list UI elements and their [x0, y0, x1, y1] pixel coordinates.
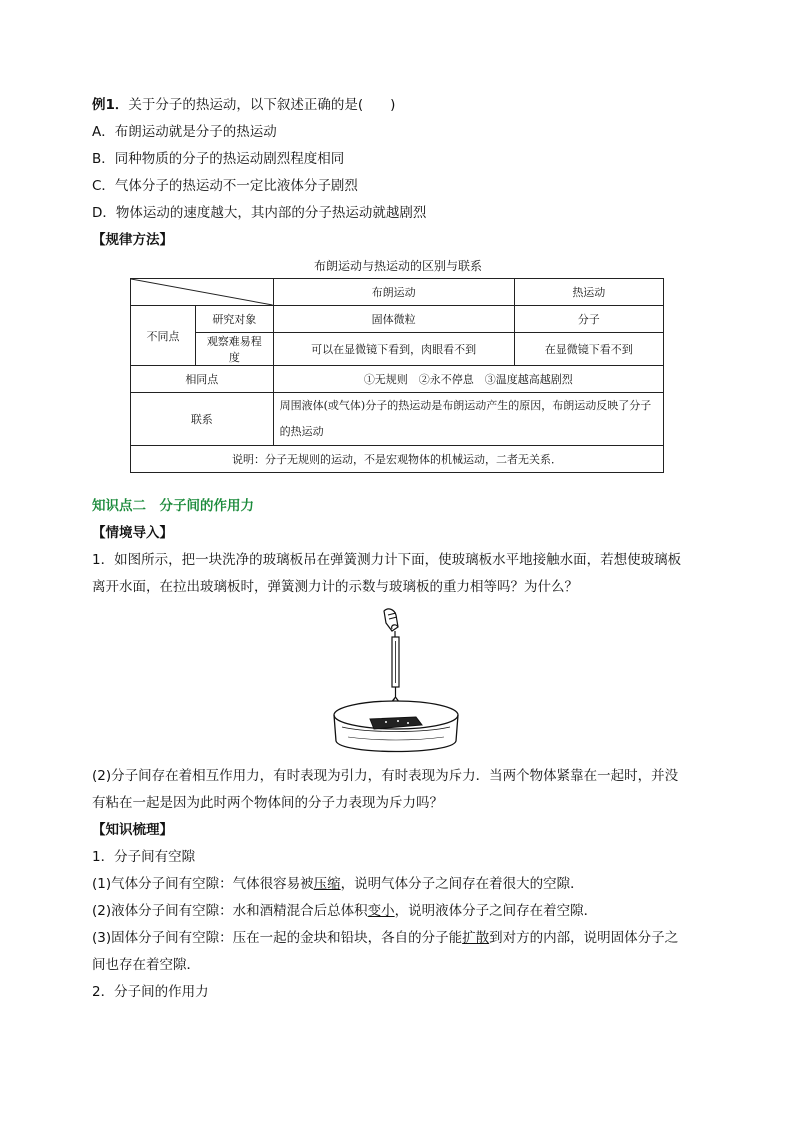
question2-line2: 有粘在一起是因为此时两个物体间的分子力表现为斥力吗？	[92, 795, 443, 811]
method-heading: 【规律方法】	[92, 232, 173, 248]
row-object-label: 研究对象	[196, 306, 274, 333]
option-c: C．气体分子的热运动不一定比液体分子剧烈	[92, 178, 358, 194]
k2-title: 2．分子间的作用力	[92, 984, 209, 1000]
k1-solid-line2: 间也存在着空隙．	[92, 957, 200, 973]
k1-liquid	[92, 898, 704, 925]
k1-gas-keyword: 压缩	[313, 876, 341, 892]
row-observe-brown: 可以在显微镜下看到，肉眼看不到	[273, 333, 514, 366]
question1-line2: 离开水面，在拉出玻璃板时，弹簧测力计的示数与玻璃板的重力相等吗？为什么？	[92, 579, 578, 595]
example-label: 例1．	[92, 97, 129, 113]
page-content	[92, 92, 704, 1006]
k1-solid-pre: (3)固体分子间有空隙：压在一起的金块和铅块，各自的分子能	[92, 930, 463, 946]
intro-heading: 【情境导入】	[92, 525, 173, 541]
spring-scale-illustration	[318, 605, 478, 755]
link-value: 周围液体(或气体)分子的热运动是布朗运动产生的原因，布朗运动反映了分子的热运动	[273, 393, 663, 446]
row-object-brown: 固体微粒	[273, 306, 514, 333]
example-question	[92, 92, 704, 119]
k1-liquid-keyword: 变小	[367, 903, 395, 919]
k1-liquid-pre: (2)液体分子间有空隙：水和酒精混合后总体积	[92, 903, 368, 919]
knowledge-heading: 【知识梳理】	[92, 822, 173, 838]
option-d: D．物体运动的速度越大，其内部的分子热运动就越剧烈	[92, 205, 427, 221]
diff-label: 不同点	[131, 306, 196, 366]
k1-gas-post: ，说明气体分子之间存在着很大的空隙．	[340, 876, 584, 892]
k1-gas	[92, 871, 704, 898]
table-note: 说明：分子无规则的运动，不是宏观物体的机械运动，二者无关系．	[131, 446, 664, 473]
link-label: 联系	[131, 393, 274, 446]
example-question-text: 关于分子的热运动，以下叙述正确的是( )	[128, 97, 396, 113]
diagonal-header-cell	[131, 279, 274, 306]
row-object-thermal: 分子	[514, 306, 663, 333]
option-b: B．同种物质的分子的热运动剧烈程度相同	[92, 151, 345, 167]
k1-solid-post: 到对方的内部，说明固体分子之	[489, 930, 679, 946]
row-observe-thermal: 在显微镜下看不到	[514, 333, 663, 366]
diagonal-line	[131, 279, 273, 305]
question1-line1: 1．如图所示，把一块洗净的玻璃板吊在弹簧测力计下面，使玻璃板水平地接触水面，若想使玻璃板	[92, 552, 682, 568]
k1-title: 1．分子间有空隙	[92, 849, 196, 865]
header-thermal: 热运动	[514, 279, 663, 306]
header-brown: 布朗运动	[273, 279, 514, 306]
k1-gas-pre: (1)气体分子间有空隙：气体很容易被	[92, 876, 314, 892]
same-value: ①无规则 ②永不停息 ③温度越高越剧烈	[273, 366, 663, 393]
option-a: A．布朗运动就是分子的热运动	[92, 124, 277, 140]
question2-line1: (2)分子间存在着相互作用力，有时表现为引力，有时表现为斥力．当两个物体紧靠在一起时，并没	[92, 768, 679, 784]
spring-scale-figure	[92, 605, 704, 757]
comparison-table	[130, 278, 664, 473]
k1-solid-keyword: 扩散	[462, 930, 490, 946]
k1-liquid-post: ，说明液体分子之间存在着空隙．	[394, 903, 598, 919]
section2-heading: 知识点二 分子间的作用力	[92, 498, 254, 514]
table-title: 布朗运动与热运动的区别与联系	[313, 259, 482, 273]
row-observe-label: 观察难易程度	[196, 333, 274, 366]
same-label: 相同点	[131, 366, 274, 393]
k1-solid	[92, 925, 704, 952]
